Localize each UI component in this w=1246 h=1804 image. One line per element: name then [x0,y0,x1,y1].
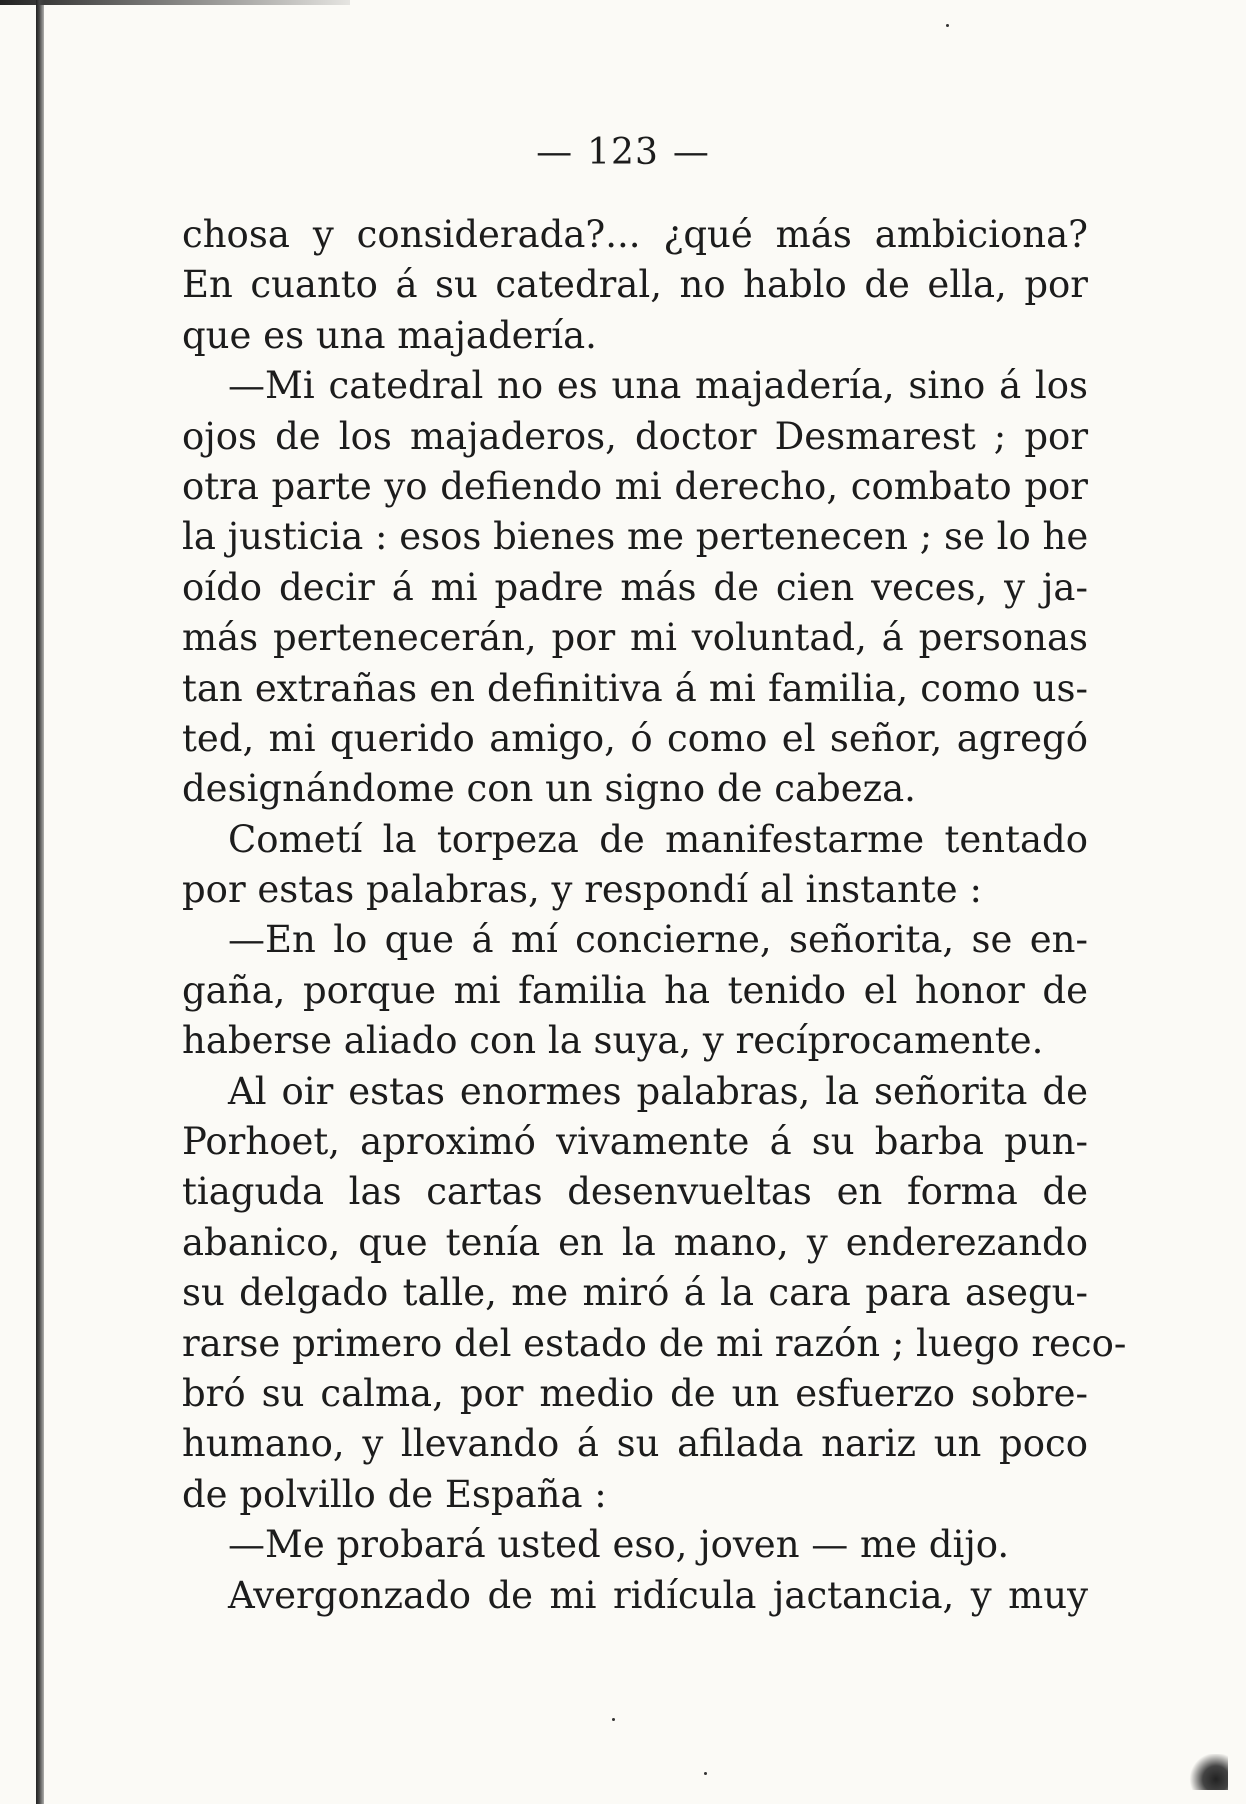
text-line: —Mi catedral no es una majadería, sino á los [228,364,1088,408]
corner-stain [1188,1754,1228,1790]
page-header [0,132,1246,173]
body-text [182,210,1127,1621]
header-dash-left: — [536,132,574,173]
text-line: chosa y considerada?... ¿qué más ambiciona? [182,213,1088,256]
paper-speck [704,1772,707,1775]
text-line: humano, y llevando á su afilada nariz un poco [182,1422,1088,1466]
text-line: su delgado talle, me miró á la cara para asegu- [182,1271,1088,1315]
text-line: de polvillo de España : [182,1472,607,1516]
text-line: Porhoet, aproximó vivamente á su barba pun- [182,1120,1088,1164]
text-line: haberse aliado con la suya, y recíprocamente. [182,1019,1044,1063]
page-number: 123 [587,132,659,173]
top-edge-rule [0,0,350,5]
text-line: ted, mi querido amigo, ó como el señor, agregó [182,716,1088,760]
text-line: bró su calma, por medio de un esfuerzo sobre- [182,1371,1088,1415]
text-line: En cuanto á su catedral, no hablo de ella, por [182,263,1088,307]
text-line: Al oir estas enormes palabras, la señorita de [228,1069,1088,1113]
text-line: rarse primero del estado de mi razón ; luego reco- [182,1321,1127,1365]
text-line: designándome con un signo de cabeza. [182,767,916,811]
text-line: por estas palabras, y respondí al instante : [182,868,982,912]
header-dash-right: — [672,132,710,173]
paper-speck [612,1718,615,1721]
paper-speck [946,24,949,27]
text-line: tiaguda las cartas desenvueltas en forma de [182,1170,1088,1214]
text-line: tan extrañas en definitiva á mi familia, como us- [182,666,1088,710]
text-line: más pertenecerán, por mi voluntad, á personas [182,616,1088,660]
text-line: Avergonzado de mi ridícula jactancia, y muy [228,1573,1088,1617]
text-line: la justicia : esos bienes me pertenecen ; se lo he [182,515,1089,559]
text-line: Cometí la torpeza de manifestarme tentado [228,817,1088,861]
text-line: oído decir á mi padre más de cien veces, y ja- [182,565,1088,609]
book-binding-edge [36,0,44,1804]
text-line: que es una majadería. [182,313,597,357]
text-line: ojos de los majaderos, doctor Desmarest ; por [182,414,1088,458]
text-line: —En lo que á mí concierne, señorita, se en- [228,918,1088,962]
text-line: otra parte yo defiendo mi derecho, combato por [182,464,1088,508]
text-line: gaña, porque mi familia ha tenido el honor de [182,968,1088,1012]
text-line: abanico, que tenía en la mano, y enderezando [182,1220,1088,1264]
text-line: —Me probará usted eso, joven — me dijo. [228,1523,1010,1567]
